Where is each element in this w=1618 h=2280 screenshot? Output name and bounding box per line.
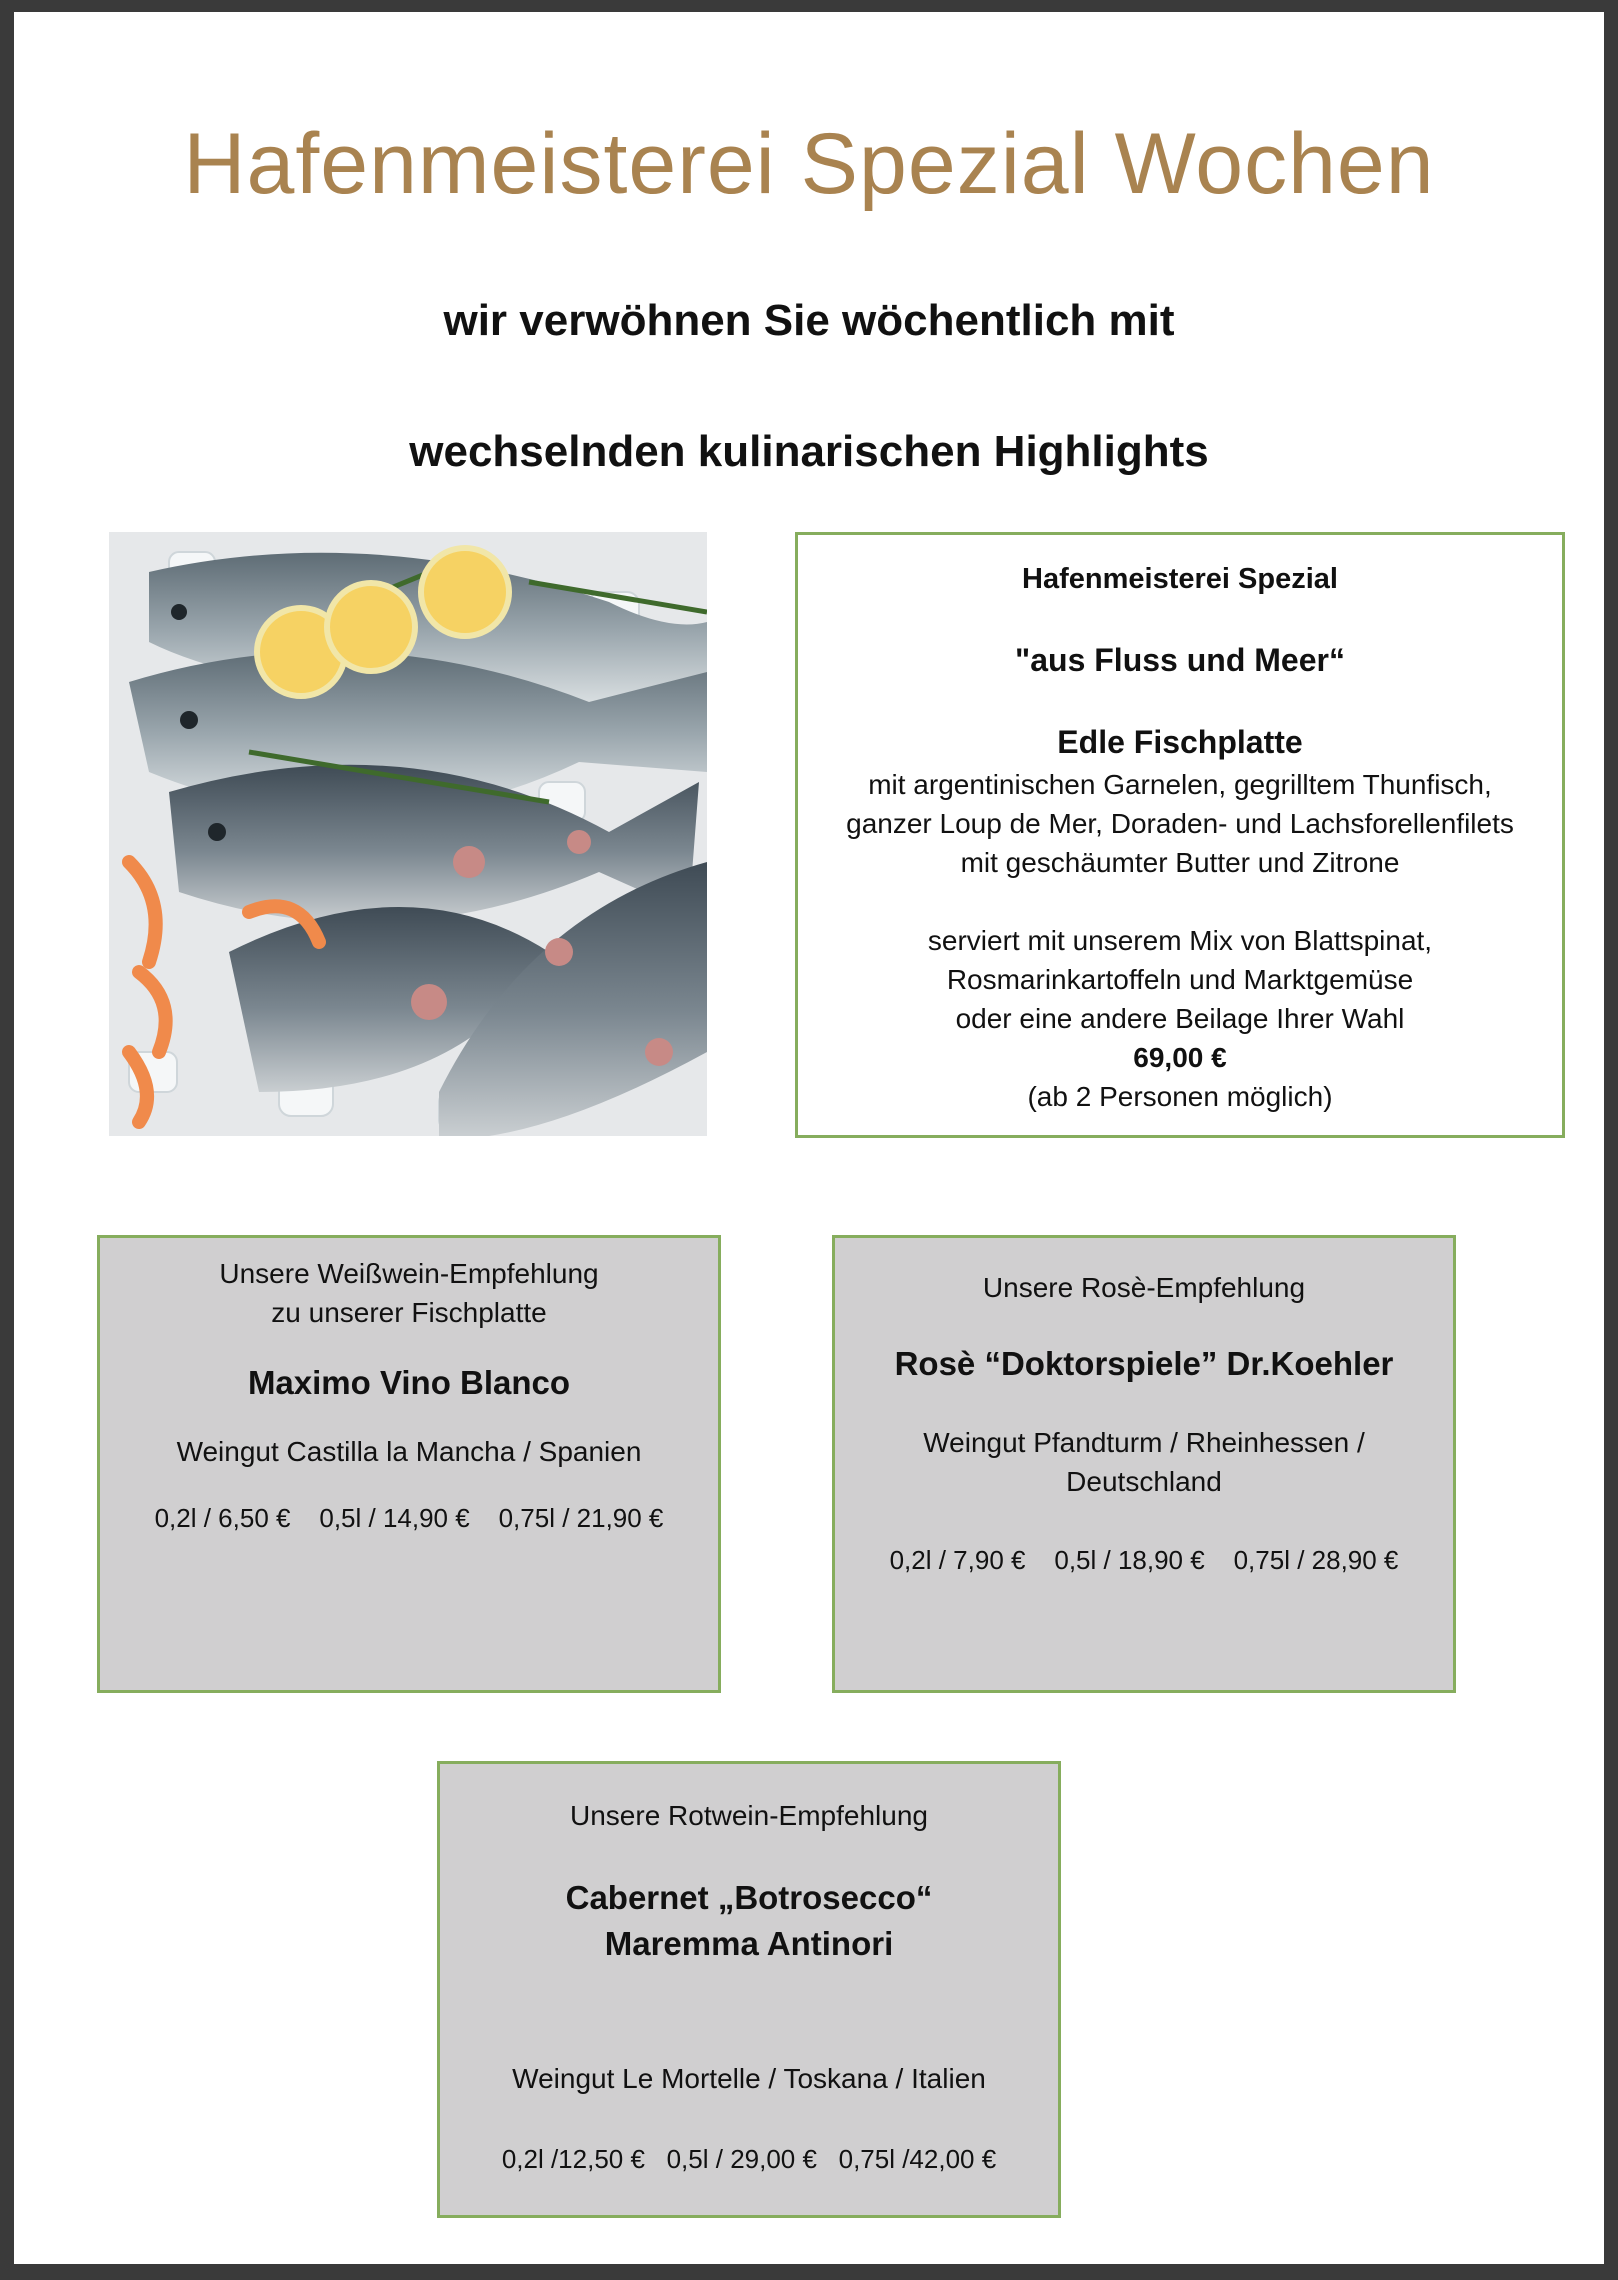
special-theme: "aus Fluss und Meer“	[1015, 642, 1345, 678]
dish-note: (ab 2 Personen möglich)	[1027, 1081, 1333, 1112]
dish-price: 69,00 €	[1133, 1042, 1227, 1073]
wine-heading: Unsere Rotwein-Empfehlung	[570, 1800, 928, 1831]
wine-origin: Deutschland	[1066, 1466, 1222, 1497]
special-label: Hafenmeisterei Spezial	[1022, 563, 1338, 595]
dish-name: Edle Fischplatte	[1057, 724, 1303, 760]
dish-description-line: mit geschäumter Butter und Zitrone	[960, 847, 1400, 878]
wine-heading: Unsere Weißwein-Empfehlung	[219, 1258, 599, 1289]
subtitle-line-2: wechselnden kulinarischen Highlights	[409, 427, 1209, 476]
wine-name: Maximo Vino Blanco	[247, 1364, 571, 1401]
dish-description-line: mit argentinischen Garnelen, gegrilltem Thunfisch,	[868, 769, 1492, 800]
page-title: Hafenmeisterei Spezial Wochen	[183, 116, 1435, 212]
dish-description-line: ganzer Loup de Mer, Doraden- und Lachsforellenfilets	[846, 808, 1514, 839]
dish-sides-line: serviert mit unserem Mix von Blattspinat,	[927, 925, 1433, 956]
wine-heading: Unsere Rosè-Empfehlung	[982, 1272, 1306, 1303]
wine-prices: 0,2l / 7,90 € 0,5l / 18,90 € 0,75l / 28,90 €	[889, 1545, 1399, 1575]
dish-sides-line: Rosmarinkartoffeln und Marktgemüse	[946, 964, 1414, 995]
rose-wine-box	[832, 1235, 1456, 1693]
white-wine-box	[97, 1235, 721, 1693]
dish-sides-line: oder eine andere Beilage Ihrer Wahl	[955, 1003, 1405, 1034]
special-dish-box	[795, 532, 1565, 1138]
subtitle-line-1: wir verwöhnen Sie wöchentlich mit	[443, 296, 1175, 345]
wine-name: Rosè “Doktorspiele” Dr.Koehler	[894, 1345, 1394, 1382]
wine-name: Cabernet „Botrosecco“	[565, 1879, 933, 1916]
wine-name: Maremma Antinori	[604, 1925, 894, 1962]
wine-origin: Weingut Castilla la Mancha / Spanien	[176, 1436, 642, 1467]
fish-platter-photo	[109, 532, 707, 1136]
red-wine-box	[437, 1761, 1061, 2218]
wine-origin: Weingut Le Mortelle / Toskana / Italien	[512, 2063, 986, 2094]
wine-prices: 0,2l / 6,50 € 0,5l / 14,90 € 0,75l / 21,90 €	[154, 1503, 664, 1533]
wine-heading: zu unserer Fischplatte	[271, 1297, 547, 1328]
wine-origin: Weingut Pfandturm / Rheinhessen /	[923, 1427, 1365, 1458]
wine-prices: 0,2l /12,50 € 0,5l / 29,00 € 0,75l /42,00 €	[501, 2144, 997, 2174]
